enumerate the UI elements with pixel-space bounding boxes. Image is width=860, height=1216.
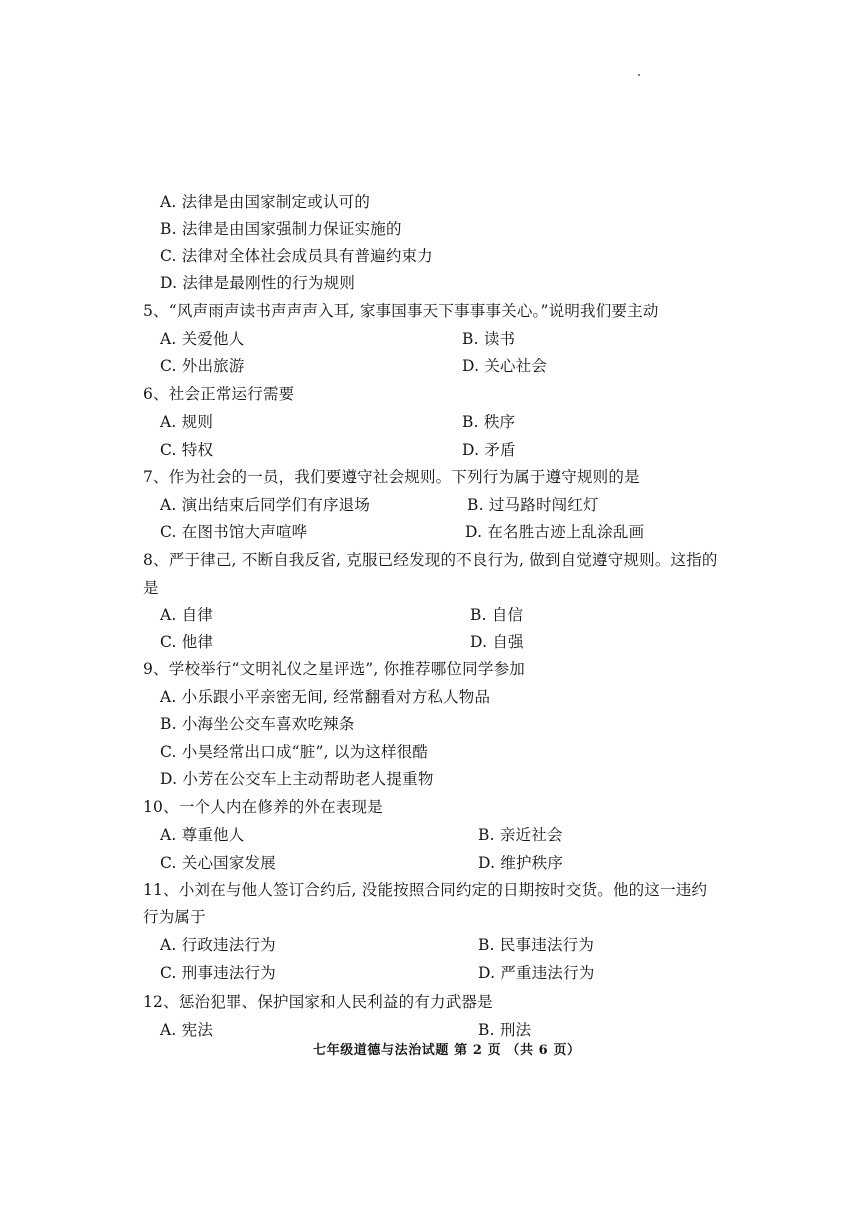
q4-option-d: D. 法律是最刚性的行为规则	[160, 274, 356, 292]
q4-option-a: A. 法律是由国家制定或认可的	[160, 193, 371, 211]
q6-option-b: B. 秩序	[462, 413, 516, 431]
q10-stem: 10、一个人内在修养的外在表现是	[143, 798, 383, 816]
page-footer: 七年级道德与法治试题 第 2 页 （共 6 页）	[313, 1043, 581, 1058]
q11-option-c: C. 刑事违法行为	[160, 964, 276, 982]
q8-option-c: C. 他律	[160, 633, 214, 651]
q5-option-d: D. 关心社会	[462, 357, 548, 375]
q7-option-d: D. 在名胜古迹上乱涂乱画	[465, 523, 645, 541]
q5-option-b: B. 读书	[462, 330, 516, 348]
q8-stem-continued: 是	[143, 579, 159, 597]
q12-option-b: B. 刑法	[478, 1021, 532, 1039]
q5-option-a: A. 关爱他人	[160, 330, 245, 348]
scan-speck	[638, 74, 640, 76]
q10-option-d: D. 维护秩序	[478, 854, 564, 872]
q7-option-c: C. 在图书馆大声喧哗	[160, 523, 308, 541]
q12-stem: 12、惩治犯罪、保护国家和人民利益的有力武器是	[143, 993, 493, 1011]
q7-option-a: A. 演出结束后同学们有序退场	[160, 496, 371, 514]
q11-option-a: A. 行政违法行为	[160, 936, 276, 954]
q11-option-d: D. 严重违法行为	[478, 964, 595, 982]
q11-stem-continued: 行为属于	[143, 908, 206, 926]
q6-option-a: A. 规则	[160, 413, 214, 431]
q5-stem: 5、“风声雨声读书声声声入耳, 家事国事天下事事事关心。”说明我们要主动	[143, 302, 659, 320]
q6-stem: 6、社会正常运行需要	[143, 385, 295, 403]
q9-option-c: C. 小昊经常出口成“脏”, 以为这样很酷	[160, 743, 429, 761]
q5-option-c: C. 外出旅游	[160, 357, 245, 375]
q9-stem: 9、学校举行“文明礼仪之星评选”, 你推荐哪位同学参加	[143, 660, 525, 678]
q11-stem: 11、小刘在与他人签订合约后, 没能按照合同约定的日期按时交货。他的这一违约	[143, 881, 708, 899]
q6-option-c: C. 特权	[160, 441, 214, 459]
q9-option-d: D. 小芳在公交车上主动帮助老人提重物	[160, 770, 434, 788]
q4-option-b: B. 法律是由国家强制力保证实施的	[160, 220, 402, 238]
q6-option-d: D. 矛盾	[462, 441, 516, 459]
q4-option-c: C. 法律对全体社会成员具有普遍约束力	[160, 247, 433, 265]
q9-option-b: B. 小海坐公交车喜欢吃辣条	[160, 715, 355, 733]
q9-option-a: A. 小乐跟小平亲密无间, 经常翻看对方私人物品	[160, 688, 491, 706]
q8-option-d: D. 自强	[470, 633, 524, 651]
q7-option-b: B. 过马路时闯红灯	[467, 496, 599, 514]
q10-option-b: B. 亲近社会	[478, 826, 563, 844]
q8-option-a: A. 自律	[160, 606, 214, 624]
q12-option-a: A. 宪法	[160, 1021, 214, 1039]
q11-option-b: B. 民事违法行为	[478, 936, 595, 954]
q10-option-c: C. 关心国家发展	[160, 854, 276, 872]
q10-option-a: A. 尊重他人	[160, 826, 245, 844]
q7-stem: 7、作为社会的一员，我们要遵守社会规则。下列行为属于遵守规则的是	[143, 468, 640, 486]
q8-option-b: B. 自信	[470, 606, 524, 624]
q8-stem: 8、严于律己, 不断自我反省, 克服已经发现的不良行为, 做到自觉遵守规则。这指的	[143, 551, 718, 569]
